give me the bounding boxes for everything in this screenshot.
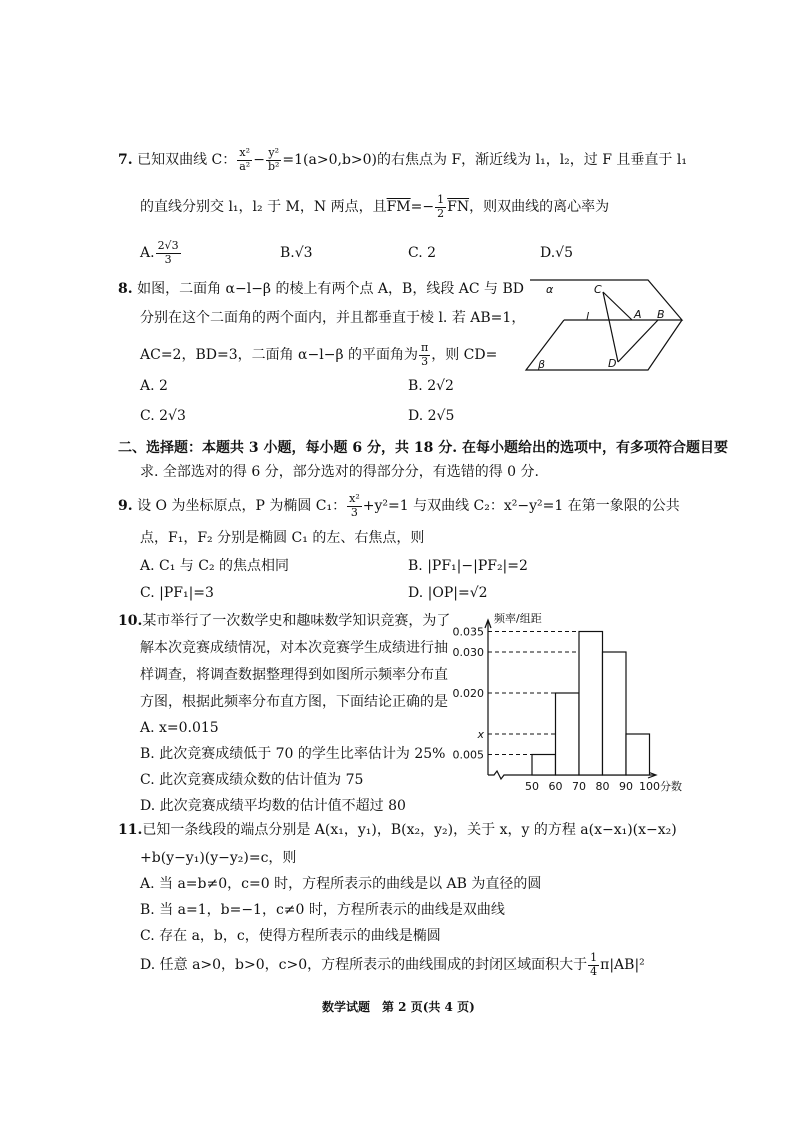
vector-fn: $\overline{FN}$ (447, 199, 470, 216)
q10-option-b: B. 此次竞赛成绩低于 70 的学生比率估计为 25% (140, 746, 446, 762)
q10-option-d: D. 此次竞赛成绩平均数的估计值不超过 80 (140, 798, 406, 814)
q10-line3: 样调查，将调查数据整理得到如图所示频率分布直 (140, 667, 448, 683)
x-tick-label: 50 (525, 780, 539, 793)
q8-line3: AC=2，BD=3，二面角 α−l−β 的平面角为 $\frac{\pi}{3}$ ，则 CD= (140, 341, 498, 368)
q10-line1: 10.某市举行了一次数学史和趣味数学知识竞赛，为了 (118, 613, 451, 629)
q7-option-d: D.√5 (540, 245, 574, 261)
q8-option-b: B. 2√2 (408, 378, 454, 394)
q9-option-d: D. |OP|=√2 (408, 585, 488, 601)
q8-line2: 分别在这个二面角的两个面内，并且都垂直于棱 l. 若 AB=1， (140, 310, 526, 326)
frequency-histogram (450, 610, 700, 800)
x-tick-label: 100 (639, 780, 660, 793)
histogram-bar (603, 652, 627, 775)
q7-option-a: A. $\frac{2√3}{3}$ (140, 239, 179, 266)
fraction: $\frac{\text{x²}}{\text{a²}}$ (239, 146, 251, 173)
label-b: B (657, 308, 665, 321)
q7-text: 已知双曲线 C： (137, 152, 237, 169)
q7-line1 (118, 147, 687, 173)
q11-option-d: D. 任意 a>0，b>0，c>0，方程所表示的曲线围成的封闭区域面积大于 $\frac{1}{4}$ π|AB|² (140, 951, 645, 978)
histogram-bar (556, 693, 580, 775)
question-number: 9. (118, 498, 133, 515)
label-d: D (608, 357, 617, 370)
y-tick-label: 0.020 (452, 687, 484, 700)
question-number: 10. (118, 613, 143, 629)
q8-line1 (118, 281, 524, 299)
x-tick-label: 60 (548, 780, 563, 793)
x-tick-label: 70 (572, 780, 586, 793)
label-a: A (634, 308, 642, 321)
section-heading: 二、选择题：本题共 3 小题，每小题 6 分，共 18 分. 在每小题给出的选项中，有多项符合题目要 (118, 440, 728, 456)
q9-option-c: C. |PF₁|=3 (140, 585, 214, 601)
q11-line1: 11.已知一条线段的端点分别是 A(x₁，y₁)，B(x₂，y₂)，关于 x，y 的方程 a(x−x₁)(x−x₂) (118, 822, 677, 838)
q7-option-c: C. 2 (408, 245, 437, 261)
x-tick-label: 90 (619, 780, 633, 793)
equals-minus: =− (410, 199, 435, 216)
dihedral-figure (520, 276, 688, 378)
y-tick-label: x (477, 728, 484, 741)
y-tick-label: 0.005 (452, 748, 484, 762)
label-beta: β (538, 358, 546, 371)
section-instructions: 求. 全部选对的得 6 分，部分选对的得部分分，有选错的得 0 分. (140, 464, 539, 480)
y-tick-label: 0.030 (452, 646, 484, 659)
label-alpha: α (546, 283, 554, 296)
y-tick-label: 0.035 (452, 625, 484, 639)
q10-option-a: A. x=0.015 (140, 720, 219, 736)
q8-option-a: A. 2 (140, 378, 168, 394)
page-footer: 数学试题 第 2 页(共 4 页) (322, 1000, 475, 1014)
q9-option-b: B. |PF₁|−|PF₂|=2 (408, 558, 528, 574)
question-number: 11. (118, 822, 143, 838)
q7-text: ，则双曲线的离心率为 (469, 199, 610, 216)
q7-option-b: B.√3 (280, 245, 313, 261)
histogram-bar (532, 755, 556, 776)
histogram-bar (626, 734, 650, 775)
label-c: C (594, 283, 602, 296)
x-tick-label: 80 (595, 780, 610, 793)
fraction: $\frac{1}{2}$ (437, 193, 445, 220)
minus-sign: − (253, 152, 265, 169)
q11-option-c: C. 存在 a，b，c，使得方程所表示的曲线是椭圆 (140, 928, 441, 944)
q8-text: 如图，二面角 α−l−β 的棱上有两个点 A，B，线段 AC 与 BD (137, 281, 524, 297)
question-number: 7. (118, 152, 133, 169)
histogram-bar (579, 632, 603, 776)
q9-line1: 9. 设 O 为坐标原点，P 为椭圆 C₁： $\frac{\text{x²}}{3}$ +y²=1 与双曲线 C₂：x²−y²=1 在第一象限的公共 (118, 492, 680, 519)
q9-option-a: A. C₁ 与 C₂ 的焦点相同 (140, 558, 290, 574)
q7-text: 的直线分别交 l₁，l₂ 于 M，N 两点，且 (140, 199, 387, 216)
vector-fm: $\overline{FM}$ (386, 199, 411, 216)
q11-option-a: A. 当 a=b≠0，c=0 时，方程所表示的曲线是以 AB 为直径的圆 (140, 876, 542, 892)
q8-option-c: C. 2√3 (140, 408, 186, 424)
y-axis-title: 频率/组距 (494, 612, 542, 625)
q8-option-d: D. 2√5 (408, 408, 455, 424)
q7-text: =1(a>0,b>0)的右焦点为 F，渐近线为 l₁，l₂，过 F 且垂直于 l₁ (282, 152, 687, 169)
q10-line4: 方图，根据此频率分布直方图，下面结论正确的是 (140, 694, 448, 710)
fraction: $\frac{\text{y²}}{\text{b²}}$ (267, 146, 280, 173)
question-number: 8. (118, 281, 133, 297)
q9-line2: 点，F₁，F₂ 分别是椭圆 C₁ 的左、右焦点，则 (140, 530, 425, 546)
q7-line2 (140, 194, 609, 220)
x-axis-title: 分数 (660, 780, 682, 793)
label-l: l (586, 310, 590, 323)
q10-line2: 解本次竞赛成绩情况，对本次竞赛学生成绩进行抽 (140, 640, 448, 656)
q11-line2: +b(y−y₁)(y−y₂)=c，则 (140, 850, 297, 866)
q10-option-c: C. 此次竞赛成绩众数的估计值为 75 (140, 772, 364, 788)
q11-option-b: B. 当 a=1，b=−1，c≠0 时，方程所表示的曲线是双曲线 (140, 902, 505, 918)
